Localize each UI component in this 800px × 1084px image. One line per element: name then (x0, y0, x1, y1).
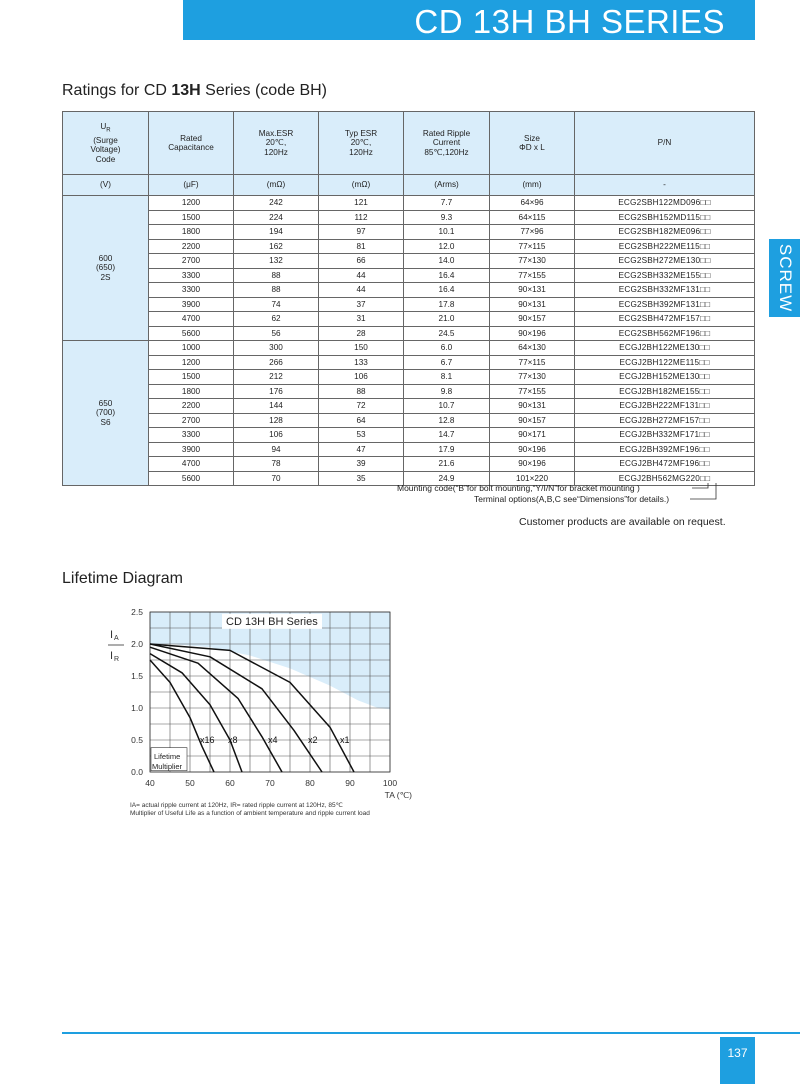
pn-cell: ECGJ2BH472MF196□□ (575, 457, 755, 472)
capacitance-cell: 5600 (149, 471, 234, 486)
header-cap1: Rated (180, 133, 202, 143)
y-tick-label: 2.0 (131, 639, 143, 649)
unit-max-esr: (mΩ) (234, 175, 319, 196)
pn-cell: ECG2SBH332ME155□□ (575, 268, 755, 283)
table-row (63, 268, 755, 283)
pn-cell: ECG2SBH472MF157□□ (575, 312, 755, 327)
pn-cell: ECGJ2BH392MF196□□ (575, 442, 755, 457)
ripple-cell: 12.0 (404, 239, 490, 254)
size-cell: 77×115 (490, 239, 575, 254)
side-tab-screw[interactable] (769, 239, 800, 317)
header-pn: P/N (657, 138, 672, 148)
typ-esr-cell: 44 (319, 283, 404, 298)
x-tick-label: 60 (225, 778, 235, 788)
table-row (63, 297, 755, 312)
ripple-cell: 12.8 (404, 413, 490, 428)
max-esr-cell: 194 (234, 225, 319, 240)
max-esr-cell: 106 (234, 428, 319, 443)
pn-cell: ECG2SBH182ME096□□ (575, 225, 755, 240)
size-cell: 90×157 (490, 413, 575, 428)
header-size2: ΦD x L (519, 143, 545, 152)
max-esr-cell: 144 (234, 399, 319, 414)
header-rip1: Rated Ripple (422, 128, 471, 138)
pn-cell: ECG2SBH272ME130□□ (575, 254, 755, 269)
max-esr-cell: 212 (234, 370, 319, 385)
pn-cell: ECG2SBH122MD096□□ (575, 196, 755, 211)
side-tab-label: SCREW (775, 243, 795, 313)
size-cell: 77×155 (490, 268, 575, 283)
max-esr-cell: 88 (234, 268, 319, 283)
max-esr-cell: 224 (234, 210, 319, 225)
size-cell: 90×131 (490, 297, 575, 312)
unit-pn: - (575, 175, 755, 196)
y-tick-label: 2.5 (131, 607, 143, 617)
table-row (63, 341, 755, 356)
chart-notes (130, 802, 370, 818)
typ-esr-cell: 37 (319, 297, 404, 312)
voltage-code-cell (63, 196, 149, 341)
table-row (63, 413, 755, 428)
series-label-x4: x4 (268, 735, 278, 746)
typ-esr-cell: 106 (319, 370, 404, 385)
series-banner (183, 0, 755, 40)
pn-cell: ECG2SBH222ME115□□ (575, 239, 755, 254)
ripple-cell: 17.8 (404, 297, 490, 312)
ripple-cell: 6.0 (404, 341, 490, 356)
ratings-title-prefix: Ratings for CD (62, 82, 172, 99)
typ-esr-cell: 66 (319, 254, 404, 269)
typ-esr-cell: 88 (319, 384, 404, 399)
max-esr-cell: 74 (234, 297, 319, 312)
capacitance-cell: 2700 (149, 254, 234, 269)
typ-esr-cell: 47 (319, 442, 404, 457)
page-number: 137 (727, 1046, 748, 1060)
ripple-cell: 24.9 (404, 471, 490, 486)
x-tick-label: 70 (265, 778, 275, 788)
size-cell: 90×157 (490, 312, 575, 327)
ripple-cell: 7.7 (404, 196, 490, 211)
typ-esr-cell: 112 (319, 210, 404, 225)
size-cell: 90×131 (490, 399, 575, 414)
size-cell: 90×171 (490, 428, 575, 443)
size-cell: 90×196 (490, 326, 575, 341)
max-esr-cell: 300 (234, 341, 319, 356)
ripple-cell: 14.7 (404, 428, 490, 443)
ratings-title-suffix: Series (code BH) (200, 82, 327, 99)
voltage-code-line: 650 (98, 398, 113, 408)
header-surge: (Surge (93, 135, 118, 145)
series-label-x2: x2 (308, 735, 318, 746)
max-esr-cell: 70 (234, 471, 319, 486)
col-header-capacitance (149, 112, 234, 175)
header-ur: U (100, 121, 107, 131)
ripple-cell: 17.9 (404, 442, 490, 457)
pn-cell: ECGJ2BH222MF131□□ (575, 399, 755, 414)
table-row (63, 312, 755, 327)
page-number-box (720, 1037, 755, 1084)
table-row (63, 355, 755, 370)
capacitance-cell: 2700 (149, 413, 234, 428)
max-esr-cell: 176 (234, 384, 319, 399)
availability-note: Customer products are available on request. (519, 516, 726, 528)
max-esr-cell: 94 (234, 442, 319, 457)
y-tick-label: 0.5 (131, 735, 143, 745)
x-tick-label: 50 (185, 778, 195, 788)
size-cell: 64×96 (490, 196, 575, 211)
chart-title: CD 13H BH Series (226, 615, 318, 628)
capacitance-cell: 3900 (149, 297, 234, 312)
size-cell: 90×196 (490, 457, 575, 472)
typ-esr-cell: 31 (319, 312, 404, 327)
voltage-code-line: 2S (100, 272, 111, 282)
col-header-ripple (404, 112, 490, 175)
size-cell: 90×196 (490, 442, 575, 457)
series-label-x1: x1 (340, 735, 350, 746)
capacitance-cell: 5600 (149, 326, 234, 341)
table-row (63, 399, 755, 414)
size-cell: 77×155 (490, 384, 575, 399)
capacitance-cell: 2200 (149, 239, 234, 254)
capacitance-cell: 1800 (149, 225, 234, 240)
ratings-table (62, 111, 755, 486)
max-esr-cell: 56 (234, 326, 319, 341)
series-label-x8: x8 (228, 735, 238, 746)
x-tick-label: 100 (382, 778, 398, 788)
capacitance-cell: 1500 (149, 210, 234, 225)
size-cell: 64×130 (490, 341, 575, 356)
typ-esr-cell: 64 (319, 413, 404, 428)
unit-ripple: (Arms) (404, 175, 490, 196)
table-row (63, 210, 755, 225)
capacitance-cell: 3900 (149, 442, 234, 457)
header-typ1: Typ ESR (344, 128, 378, 138)
size-cell: 77×130 (490, 370, 575, 385)
y-tick-label: 1.0 (131, 703, 143, 713)
mounting-code-note: Mounting code(“B”for bolt mounting,“Y/I/N”for bracket mounting ) (397, 483, 640, 493)
unit-typ-esr: (mΩ) (319, 175, 404, 196)
table-row (63, 225, 755, 240)
capacitance-cell: 4700 (149, 312, 234, 327)
pn-cell: ECGJ2BH272MF157□□ (575, 413, 755, 428)
x-tick-label: 90 (345, 778, 355, 788)
size-cell: 77×115 (490, 355, 575, 370)
unit-size: (mm) (490, 175, 575, 196)
col-header-max-esr (234, 112, 319, 175)
table-row (63, 370, 755, 385)
pn-cell: ECGJ2BH152ME130□□ (575, 370, 755, 385)
ripple-cell: 6.7 (404, 355, 490, 370)
max-esr-cell: 242 (234, 196, 319, 211)
table-row (63, 254, 755, 269)
lifetime-title: Lifetime Diagram (62, 570, 183, 587)
ripple-cell: 21.0 (404, 312, 490, 327)
header-rip2: Current (432, 138, 461, 148)
capacitance-cell: 1200 (149, 355, 234, 370)
voltage-code-cell (63, 341, 149, 486)
table-row (63, 442, 755, 457)
typ-esr-cell: 35 (319, 471, 404, 486)
y-axis-label-numerator-sub: A (114, 635, 119, 642)
capacitance-cell: 3300 (149, 428, 234, 443)
y-tick-label: 1.5 (131, 671, 143, 681)
ripple-cell: 16.4 (404, 268, 490, 283)
chart-note-multiplier: Multiplier of Useful Life as a function of ambient temperature and ripple current load (130, 810, 370, 817)
typ-esr-cell: 150 (319, 341, 404, 356)
voltage-code-line: (650) (95, 263, 116, 273)
ripple-cell: 16.4 (404, 283, 490, 298)
voltage-code-line: 600 (98, 253, 113, 263)
header-size1: Size (524, 133, 540, 143)
x-tick-label: 80 (305, 778, 315, 788)
ripple-cell: 24.5 (404, 326, 490, 341)
y-tick-label: 0.0 (131, 767, 143, 777)
typ-esr-cell: 81 (319, 239, 404, 254)
multiplier-label-line2: Multiplier (152, 761, 183, 771)
ratings-title (62, 82, 327, 100)
ripple-cell: 9.8 (404, 384, 490, 399)
max-esr-cell: 62 (234, 312, 319, 327)
footer-rule (62, 1032, 800, 1034)
terminal-options-note: Terminal options(A,B,C see“Dimensions”for details.) (474, 494, 670, 504)
ratings-title-bold: 13H (171, 82, 201, 99)
max-esr-cell: 88 (234, 283, 319, 298)
max-esr-cell: 128 (234, 413, 319, 428)
pn-cell: ECGJ2BH122ME130□□ (575, 341, 755, 356)
size-cell: 77×130 (490, 254, 575, 269)
pn-cell: ECG2SBH332MF131□□ (575, 283, 755, 298)
header-rip3: 85℃,120Hz (424, 147, 469, 157)
typ-esr-cell: 97 (319, 225, 404, 240)
pn-cell: ECGJ2BH562MG220□□ (575, 471, 755, 486)
voltage-code-line: (700) (95, 408, 116, 418)
y-axis-label-denominator-sub: R (114, 656, 120, 663)
pn-cell: ECGJ2BH332MF171□□ (575, 428, 755, 443)
table-row (63, 428, 755, 443)
header-esr1: Max.ESR (258, 128, 294, 138)
size-cell: 90×131 (490, 283, 575, 298)
size-cell: 64×115 (490, 210, 575, 225)
pn-cell: ECG2SBH152MD115□□ (575, 210, 755, 225)
header-voltage: Voltage) (90, 145, 121, 155)
pn-cell: ECG2SBH392MF131□□ (575, 297, 755, 312)
col-header-voltage-code (63, 112, 149, 175)
units-row (63, 175, 755, 196)
capacitance-cell: 1000 (149, 341, 234, 356)
x-tick-label: 40 (145, 778, 155, 788)
ripple-cell: 9.3 (404, 210, 490, 225)
max-esr-cell: 266 (234, 355, 319, 370)
ripple-cell: 14.0 (404, 254, 490, 269)
typ-esr-cell: 44 (319, 268, 404, 283)
series-label-x16: x16 (200, 735, 215, 746)
col-header-size (490, 112, 575, 175)
table-row (63, 283, 755, 298)
typ-esr-cell: 39 (319, 457, 404, 472)
capacitance-cell: 3300 (149, 268, 234, 283)
max-esr-cell: 78 (234, 457, 319, 472)
table-row (63, 196, 755, 211)
col-header-typ-esr (319, 112, 404, 175)
ripple-cell: 10.7 (404, 399, 490, 414)
chart-note-ripple: IA= actual ripple current at 120Hz, IR= rated ripple current at 120Hz, 85℃ (130, 802, 343, 809)
pn-cell: ECGJ2BH182ME155□□ (575, 384, 755, 399)
header-typ2: 20℃, (350, 138, 372, 148)
pn-cell: ECGJ2BH122ME115□□ (575, 355, 755, 370)
y-axis-label-numerator: I (110, 629, 114, 641)
typ-esr-cell: 28 (319, 326, 404, 341)
table-header-row (63, 112, 755, 175)
header-esr2: 20℃, (265, 138, 287, 148)
header-typ3: 120Hz (349, 147, 373, 157)
table-row (63, 384, 755, 399)
size-cell: 101×220 (490, 471, 575, 486)
header-esr3: 120Hz (264, 147, 288, 157)
capacitance-cell: 1500 (149, 370, 234, 385)
unit-voltage: (V) (63, 175, 149, 196)
y-axis-label-denominator: I (110, 650, 114, 662)
x-axis-label: TA (℃) (384, 790, 412, 800)
header-ur-sub: R (106, 127, 111, 134)
size-cell: 77×96 (490, 225, 575, 240)
note-bracket-lines (690, 483, 720, 505)
max-esr-cell: 132 (234, 254, 319, 269)
pn-cell: ECG2SBH562MF196□□ (575, 326, 755, 341)
typ-esr-cell: 53 (319, 428, 404, 443)
typ-esr-cell: 121 (319, 196, 404, 211)
table-row (63, 457, 755, 472)
table-row (63, 326, 755, 341)
capacitance-cell: 3300 (149, 283, 234, 298)
capacitance-cell: 2200 (149, 399, 234, 414)
header-code: Code (95, 154, 116, 164)
header-cap2: Capacitance (168, 143, 214, 152)
ratings-body (63, 196, 755, 486)
ripple-cell: 8.1 (404, 370, 490, 385)
capacitance-cell: 1800 (149, 384, 234, 399)
ripple-cell: 10.1 (404, 225, 490, 240)
typ-esr-cell: 133 (319, 355, 404, 370)
ripple-cell: 21.6 (404, 457, 490, 472)
multiplier-label-line1: Lifetime (154, 752, 181, 762)
lifetime-chart (100, 605, 420, 800)
voltage-code-line: S6 (100, 417, 111, 427)
series-title: CD 13H BH SERIES (414, 3, 725, 40)
typ-esr-cell: 72 (319, 399, 404, 414)
unit-capacitance: (μF) (149, 175, 234, 196)
capacitance-cell: 4700 (149, 457, 234, 472)
table-row (63, 239, 755, 254)
col-header-pn (575, 112, 755, 175)
max-esr-cell: 162 (234, 239, 319, 254)
capacitance-cell: 1200 (149, 196, 234, 211)
